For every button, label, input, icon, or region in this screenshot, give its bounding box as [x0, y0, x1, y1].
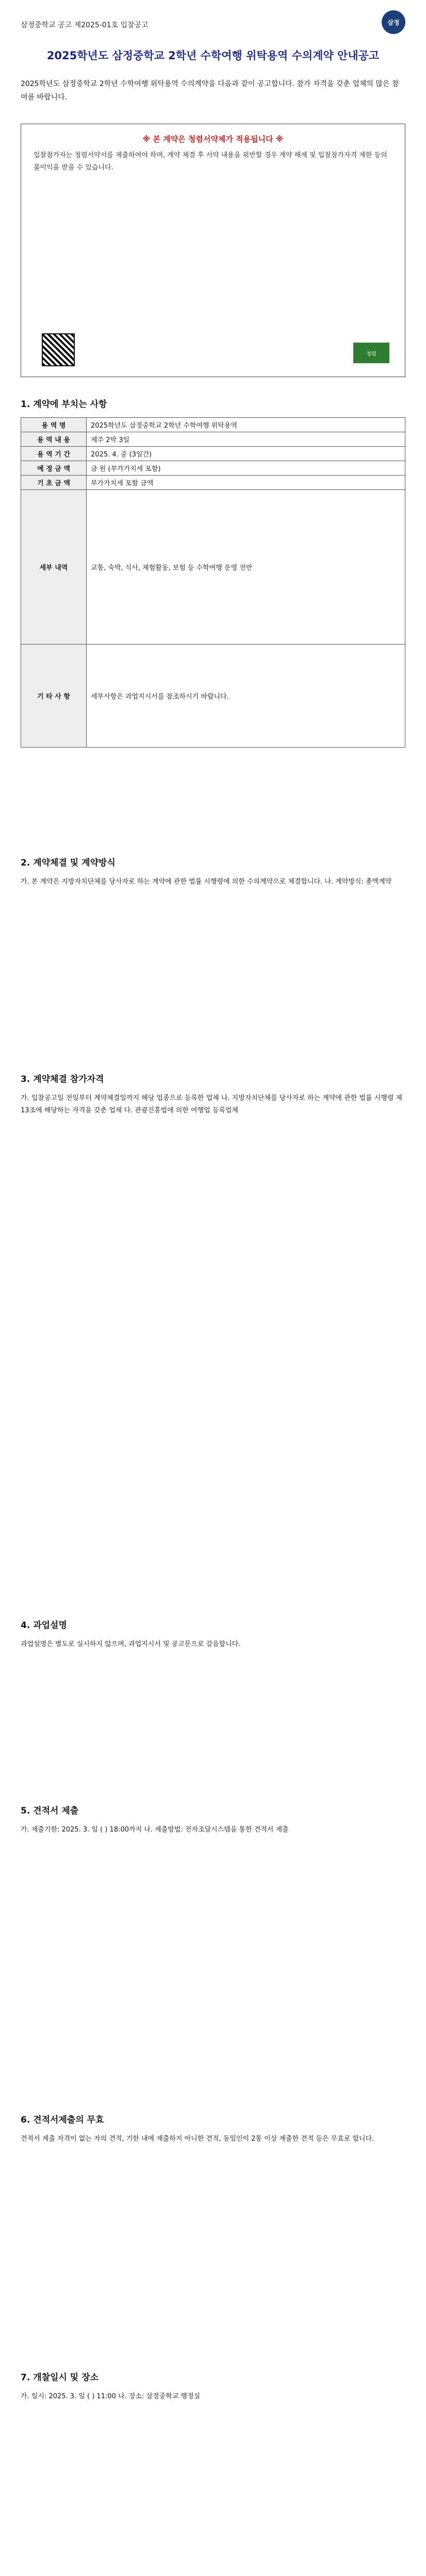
section-2-body: 가. 본 계약은 지방자치단체를 당사자로 하는 계약에 관한 법률 시행령에 의한 수의계약으로 체결합니다. 나. 계약방식: 총액계약	[21, 878, 392, 886]
table-header: 용 역 명	[21, 418, 87, 432]
document-header	[21, 9, 405, 40]
section-3-body: 가. 입찰공고일 전일부터 계약체결일까지 해당 업종으로 등록한 업체 나. 지방자치단체를 당사자로 하는 계약에 관한 법률 시행령 제13조에 해당하는 자격을 갖춘 업체 다. 관광진흥법에 의한 여행업 등록업체	[21, 1094, 402, 1114]
table-row	[21, 447, 405, 461]
table-cell: 2025학년도 삼정중학교 2학년 수학여행 위탁용역	[87, 418, 405, 432]
integrity-logo-icon	[353, 343, 389, 363]
table-row	[21, 645, 405, 748]
integrity-logo-text: 청렴	[366, 351, 376, 357]
section-1-heading: 1. 계약에 부치는 사항	[21, 399, 107, 410]
table-header: 기 타 사 항	[21, 645, 87, 748]
section-5-body: 가. 제출기한: 2025. 3. 일 ( ) 18:00까지 나. 제출방법: 전자조달시스템을 통한 견적서 제출	[21, 1826, 289, 1834]
table-row	[21, 432, 405, 447]
school-logo-icon	[382, 10, 405, 34]
page-title: 2025학년도 삼정중학교 2학년 수학여행 위탁용역 수의계약 안내공고	[46, 49, 380, 62]
section-4-heading: 4. 과업설명	[21, 1620, 67, 1631]
table-cell: 제주 2박 3일	[87, 432, 405, 447]
table-cell: 부가가치세 포함 금액	[87, 476, 405, 490]
table-cell: 2025. 4. 중 (3일간)	[87, 447, 405, 461]
table-row	[21, 418, 405, 432]
school-logo-text: 삼정	[387, 19, 400, 26]
intro-paragraph: 2025학년도 삼정중학교 2학년 수학여행 위탁용역 수의계약을 다음과 같이 공고합니다. 참가 자격을 갖춘 업체의 많은 참여를 바랍니다.	[21, 80, 399, 101]
table-header: 예 정 금 액	[21, 461, 87, 476]
section-2-heading: 2. 계약체결 및 계약방식	[21, 858, 116, 868]
section-3-heading: 3. 계약체결 참가자격	[21, 1074, 104, 1084]
section-6-heading: 6. 견적서제출의 무효	[21, 2115, 104, 2125]
table-header: 세부 내역	[21, 490, 87, 645]
notice-body: 입찰참가자는 청렴서약서를 제출하여야 하며, 계약 체결 후 서약 내용을 위반할 경우 계약 해제 및 입찰참가자격 제한 등의 불이익을 받을 수 있습니다.	[34, 151, 387, 172]
section-7-body: 가. 일시: 2025. 3. 일 ( ) 11:00 나. 장소: 삼정중학교 행정실	[21, 2393, 201, 2400]
section-5-heading: 5. 견적서 제출	[21, 1806, 79, 1816]
section-6-body: 견적서 제출 자격이 없는 자의 견적, 기한 내에 제출하지 아니한 견적, 동일인이 2통 이상 제출한 견적 등은 무효로 합니다.	[21, 2135, 374, 2143]
table-row	[21, 490, 405, 645]
qr-code-icon	[42, 333, 75, 366]
table-header: 용 역 기 간	[21, 447, 87, 461]
publication-number: 삼정중학교 공고 제2025-01호 입찰공고	[21, 21, 149, 29]
section-4-body: 과업설명은 별도로 실시하지 않으며, 과업지시서 및 공고문으로 갈음합니다.	[21, 1640, 241, 1648]
section-7-heading: 7. 개찰일시 및 장소	[21, 2372, 99, 2383]
table-row	[21, 461, 405, 476]
table-cell: 교통, 숙박, 식사, 체험활동, 보험 등 수학여행 운영 전반	[87, 490, 405, 645]
table-cell: 금 원 (부가가치세 포함)	[87, 461, 405, 476]
table-header: 기 초 금 액	[21, 476, 87, 490]
integrity-notice-box	[21, 124, 405, 377]
contract-table	[21, 417, 405, 748]
table-row	[21, 476, 405, 490]
table-header: 용 역 내 용	[21, 432, 87, 447]
table-cell: 세부사항은 과업지시서를 참조하시기 바랍니다.	[87, 645, 405, 748]
notice-title: ※ 본 계약은 청렴서약제가 적용됩니다 ※	[142, 134, 284, 144]
